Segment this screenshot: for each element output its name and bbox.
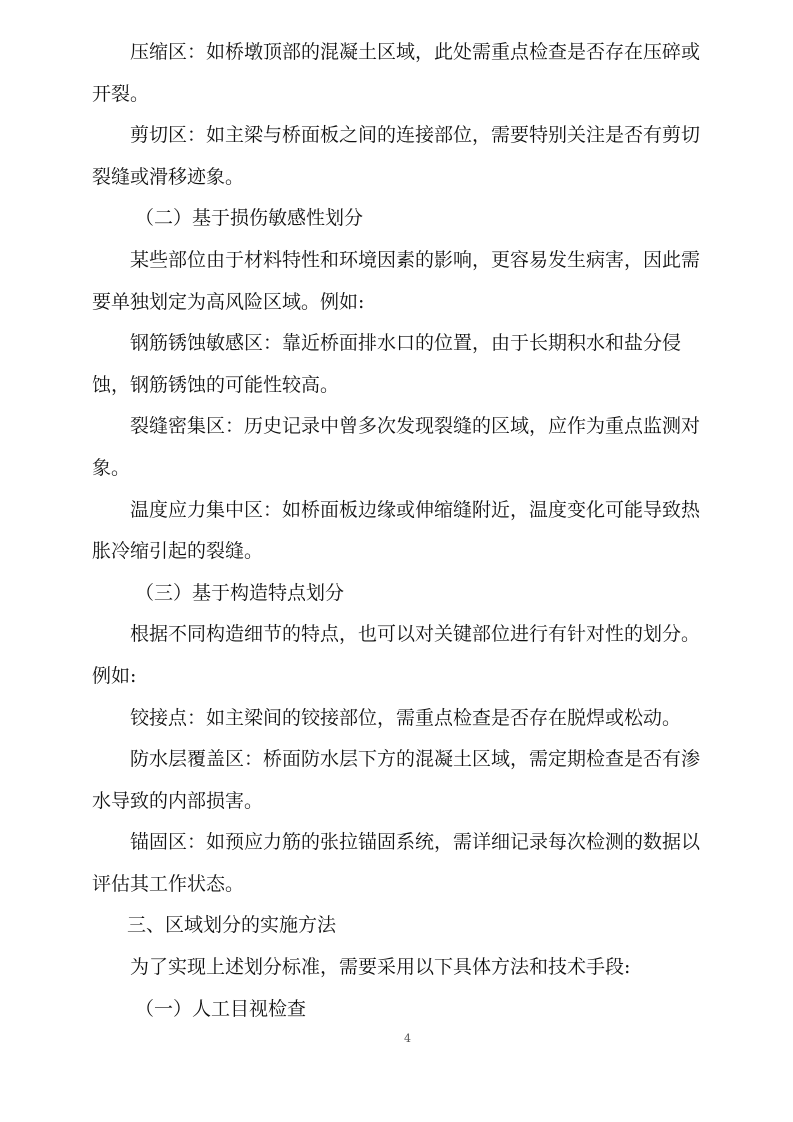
paragraph: 根据不同构造细节的特点，也可以对关键部位进行有针对性的划分。例如: bbox=[92, 623, 701, 687]
document-body bbox=[92, 32, 700, 1030]
paragraph: 压缩区：如桥墩顶部的混凝土区域，此处需重点检查是否存在压碎或开裂。 bbox=[92, 41, 701, 105]
subsection-heading: （一）人工目视检查 bbox=[135, 997, 307, 1020]
paragraph: 裂缝密集区：历史记录中曾多次发现裂缝的区域，应作为重点监测对象。 bbox=[92, 415, 701, 479]
paragraph: 温度应力集中区：如桥面板边缘或伸缩缝附近，温度变化可能导致热胀冷缩引起的裂缝。 bbox=[92, 498, 701, 563]
page-number: 4 bbox=[404, 1032, 411, 1045]
paragraph: 铰接点：如主梁间的铰接部位，需重点检查是否存在脱焊或松动。 bbox=[130, 706, 682, 729]
section-heading: 三、区域划分的实施方法 bbox=[127, 914, 337, 937]
paragraph: 防水层覆盖区：桥面防水层下方的混凝土区域，需定期检查是否有渗水导致的内部损害。 bbox=[92, 748, 701, 812]
subsection-heading: （三）基于构造特点划分 bbox=[135, 581, 345, 604]
paragraph: 为了实现上述划分标准，需要采用以下具体方法和技术手段: bbox=[130, 956, 631, 979]
paragraph: 钢筋锈蚀敏感区：靠近桥面排水口的位置，由于长期积水和盐分侵蚀，钢筋锈蚀的可能性较高。 bbox=[92, 332, 682, 396]
paragraph: 剪切区：如主梁与桥面板之间的连接部位，需要特别关注是否有剪切裂缝或滑移迹象。 bbox=[92, 124, 701, 188]
subsection-heading: （二）基于损伤敏感性划分 bbox=[135, 207, 364, 230]
paragraph: 锚固区：如预应力筋的张拉锚固系统，需详细记录每次检测的数据以评估其工作状态。 bbox=[92, 831, 701, 895]
paragraph: 某些部位由于材料特性和环境因素的影响，更容易发生病害，因此需要单独划定为高风险区域。例如: bbox=[92, 248, 701, 313]
